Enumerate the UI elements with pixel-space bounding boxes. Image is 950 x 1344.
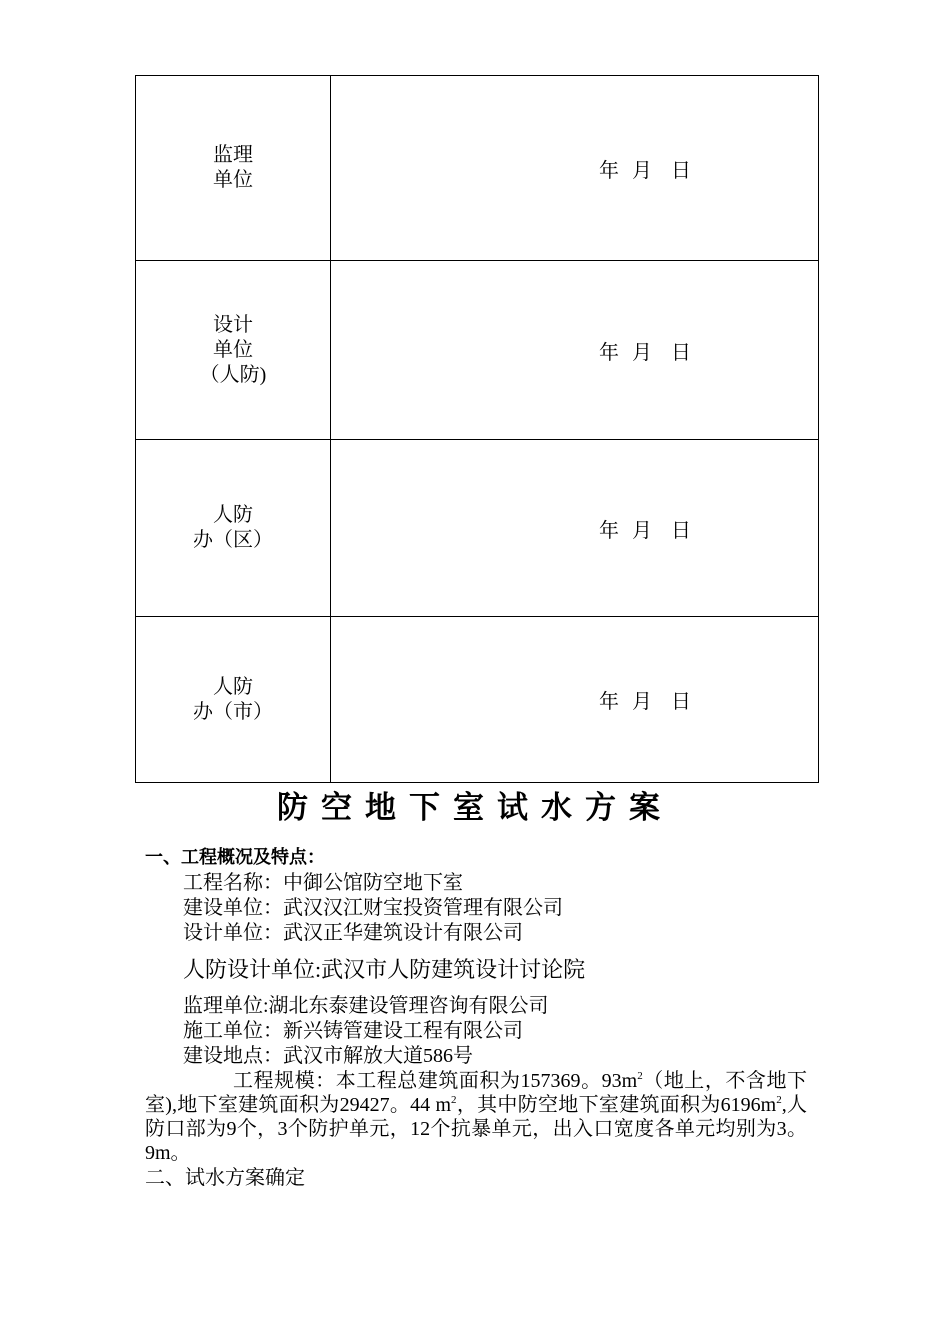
- date-cell: [331, 440, 819, 617]
- scale-text: ，其中防空地下室建筑面积为6196m: [456, 1094, 777, 1116]
- date-cell: [331, 617, 819, 783]
- scale-text: （地上，不含地下室),地下室建筑面积为29427。44 m: [145, 1070, 807, 1116]
- label-line: 单位: [213, 169, 253, 191]
- designer: 设计单位：武汉正华建筑设计有限公司: [183, 922, 523, 944]
- label-line: 设计: [213, 313, 253, 336]
- date-cell: [331, 76, 819, 261]
- date-text: 年 月 日: [599, 341, 692, 364]
- label-line: 办（市）: [193, 700, 273, 723]
- label-cell-supervision: [136, 76, 331, 261]
- label-cell-design: [136, 261, 331, 440]
- scale-text: ,人防口部为9个，3个防护单元，12个抗暴单元，出入口宽度各单元均别为3。9m。: [145, 1094, 808, 1164]
- date-cell: [331, 261, 819, 440]
- label-line: 人防: [213, 504, 253, 526]
- label-line: 单位: [213, 338, 253, 361]
- location: 建设地点：武汉市解放大道586号: [183, 1045, 473, 1067]
- section-heading: 一、工程概况及特点：: [145, 847, 325, 868]
- date-text: 年 月 日: [599, 519, 692, 542]
- label-line: （人防): [199, 363, 267, 386]
- label-line: 监理: [213, 144, 253, 166]
- label-cell-city-office: [136, 617, 331, 783]
- project-name: 工程名称：中御公馆防空地下室: [183, 872, 463, 894]
- label-cell-district-office: [136, 440, 331, 617]
- section-heading: 二、试水方案确定: [145, 1167, 305, 1189]
- table-row: [136, 261, 819, 440]
- superscript: 2: [776, 1094, 782, 1106]
- builder: 建设单位：武汉汉江财宝投资管理有限公司: [183, 897, 563, 919]
- table-row: [136, 76, 819, 261]
- superscript: 2: [637, 1070, 643, 1082]
- signature-table: [135, 75, 819, 783]
- scale-text: 工程规模：本工程总建筑面积为157369。93m: [233, 1070, 638, 1092]
- supervisor: 监理单位:湖北东泰建设管理咨询有限公司: [183, 995, 549, 1017]
- label-line: 办（区）: [193, 529, 273, 551]
- document-title: 防空地下室试水方案: [277, 790, 673, 826]
- document-body: [145, 845, 807, 1191]
- contractor: 施工单位：新兴铸管建设工程有限公司: [183, 1020, 523, 1042]
- table-row: [136, 617, 819, 783]
- label-line: 人防: [213, 675, 253, 698]
- date-text: 年 月 日: [599, 159, 692, 182]
- civil-defense-designer: 人防设计单位:武汉市人防建筑设计讨论院: [183, 957, 586, 982]
- superscript: 2: [451, 1094, 457, 1106]
- date-text: 年 月 日: [599, 691, 692, 713]
- project-scale-paragraph: [145, 1069, 807, 1165]
- table-row: [136, 440, 819, 617]
